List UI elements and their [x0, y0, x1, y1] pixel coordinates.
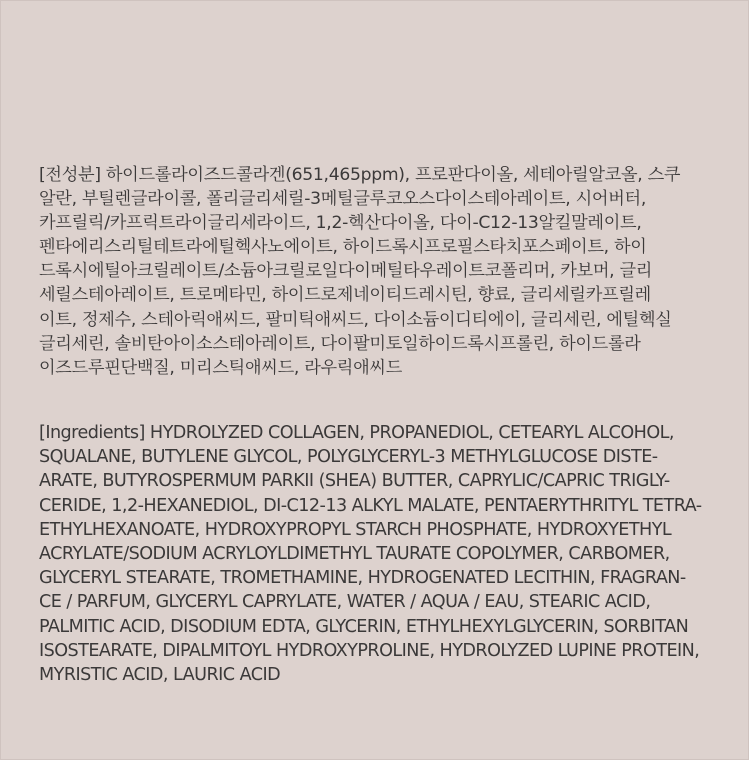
korean-ingredients-line: 알란, 부틸렌글라이콜, 폴리글리세릴-3메틸글루코오스다이스테아레이트, 시어버터,	[39, 189, 646, 210]
english-ingredients-line: CERIDE, 1,2-HEXANEDIOL, DI-C12-13 ALKYL MALATE, PENTAERYTHRITYL TETRA-	[39, 495, 702, 516]
korean-ingredients-line: 카프릴릭/카프릭트라이글리세라이드, 1,2-헥산다이올, 다이-C12-13알킬말레이트,	[39, 213, 642, 234]
korean-ingredients-line: [전성분] 하이드롤라이즈드콜라겐(651,465ppm), 프로판다이올, 세테아릴알코올, 스쿠	[39, 165, 681, 185]
english-ingredients-line: GLYCERYL STEARATE, TROMETHAMINE, HYDROGENATED LECITHIN, FRAGRAN-	[39, 568, 686, 589]
korean-ingredients-line: 드록시에틸아크릴레이트/소듐아크릴로일다이메틸타우레이트코폴리머, 카보머, 글리	[39, 261, 653, 282]
english-ingredients-line: SQUALANE, BUTYLENE GLYCOL, POLYGLYCERYL-3 METHYLGLUCOSE DISTE-	[39, 447, 658, 468]
korean-ingredients-line: 이즈드루핀단백질, 미리스틱애씨드, 라우릭애씨드	[39, 357, 403, 378]
english-ingredients-line: ISOSTEARATE, DIPALMITOYL HYDROXYPROLINE, HYDROLYZED LUPINE PROTEIN,	[39, 640, 700, 661]
english-ingredients-text	[39, 421, 729, 687]
english-ingredients-line: ARATE, BUTYROSPERMUM PARKII (SHEA) BUTTER, CAPRYLIC/CAPRIC TRIGLY-	[39, 471, 670, 492]
korean-ingredients-line: 펜타에리스리틸테트라에틸헥사노에이트, 하이드록시프로필스타치포스페이트, 하이	[39, 237, 647, 258]
english-ingredients-line: MYRISTIC ACID, LAURIC ACID	[39, 665, 281, 686]
korean-ingredients-line: 이트, 정제수, 스테아릭애씨드, 팔미틱애씨드, 다이소듐이디티에이, 글리세린, 에틸헥실	[39, 309, 672, 330]
korean-ingredients-line: 글리세린, 솔비탄아이소스테아레이트, 다이팔미토일하이드록시프롤린, 하이드롤라	[39, 333, 641, 354]
korean-ingredients-text	[39, 163, 729, 380]
english-ingredients-line: ETHYLHEXANOATE, HYDROXYPROPYL STARCH PHOSPHATE, HYDROXYETHYL	[39, 519, 672, 540]
english-ingredients-line: PALMITIC ACID, DISODIUM EDTA, GLYCERIN, ETHYLHEXYLGLYCERIN, SORBITAN	[39, 616, 689, 637]
english-ingredients-line: [Ingredients] HYDROLYZED COLLAGEN, PROPANEDIOL, CETEARYL ALCOHOL,	[39, 423, 674, 443]
english-ingredients-line: ACRYLATE/SODIUM ACRYLOYLDIMETHYL TAURATE COPOLYMER, CARBOMER,	[39, 544, 670, 565]
korean-ingredients-line: 세릴스테아레이트, 트로메타민, 하이드로제네이티드레시틴, 향료, 글리세릴카프릴레	[39, 285, 651, 306]
english-ingredients-line: CE / PARFUM, GLYCERYL CAPRYLATE, WATER / AQUA / EAU, STEARIC ACID,	[39, 592, 651, 613]
